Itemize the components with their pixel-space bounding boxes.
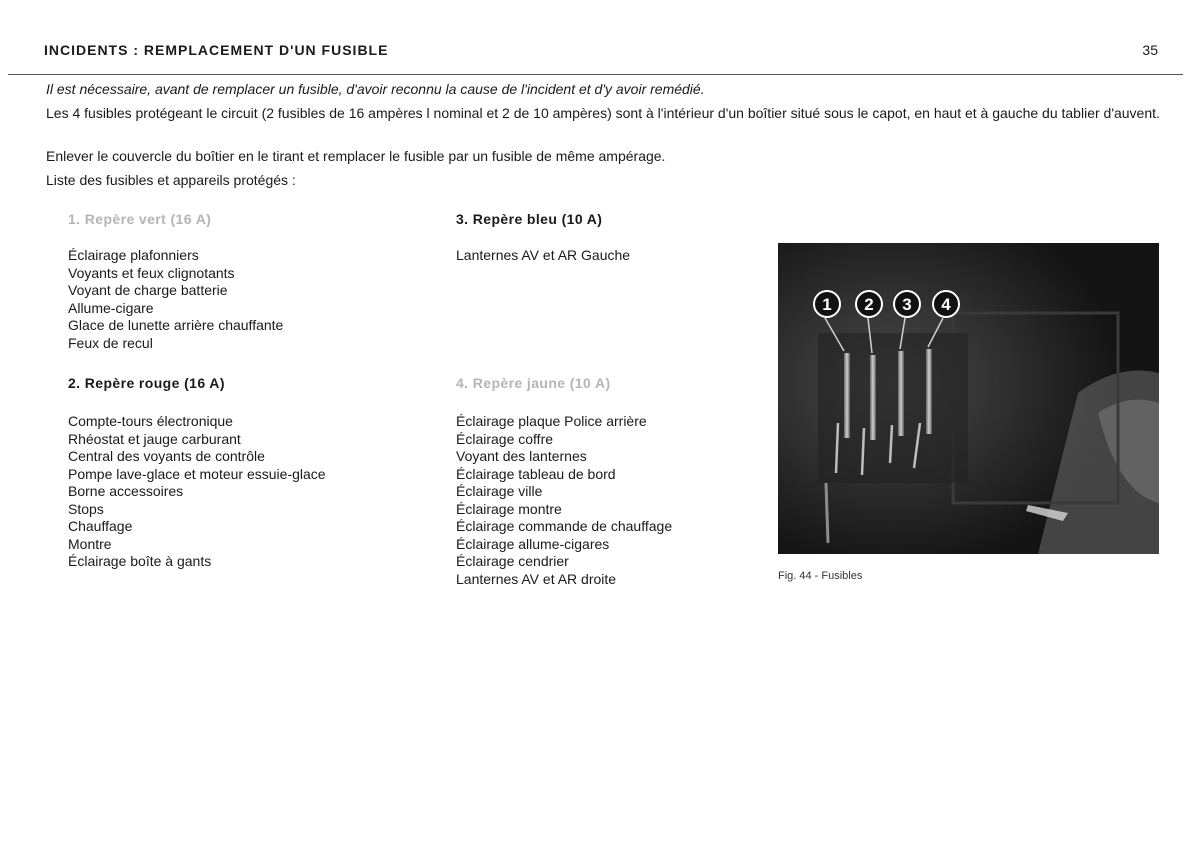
list-item: Glace de lunette arrière chauffante (68, 317, 284, 333)
fuse-item-list (456, 413, 672, 588)
list-item: Éclairage plafonniers (68, 247, 199, 263)
fuse-section-green (68, 211, 283, 352)
fuse-section-red (68, 375, 326, 571)
list-item: Éclairage boîte à gants (68, 553, 212, 569)
svg-text:3: 3 (902, 295, 912, 314)
list-item: Éclairage tableau de bord (456, 465, 616, 482)
fuse-number-label (814, 291, 840, 317)
list-item: Stops (68, 500, 104, 517)
figure-caption: Fig. 44 - Fusibles (778, 570, 863, 582)
fuse-section-blue (456, 211, 630, 265)
list-item: Éclairage ville (456, 483, 543, 499)
list-item: Éclairage allume-cigares (456, 535, 610, 552)
list-item: Allume-cigare (68, 299, 154, 316)
list-item: Lanternes AV et AR Gauche (456, 247, 631, 263)
list-item: Central des voyants de contrôle (68, 448, 265, 464)
list-item: Montre (68, 535, 112, 552)
fuse-heading: 1. Repère vert (16 A) (68, 211, 212, 227)
header-rule (8, 74, 1183, 75)
list-item: Éclairage plaque Police arrière (456, 413, 647, 429)
list-item: Éclairage commande de chauffage (456, 518, 673, 534)
list-item: Voyant des lanternes (456, 448, 587, 464)
list-item: Feux de recul (68, 334, 153, 351)
intro-warning: Il est nécessaire, avant de remplacer un fusible, d'avoir reconnu la cause de l'incident et d'y avoir remédié. (46, 81, 705, 97)
list-item: Voyant de charge batterie (68, 282, 228, 298)
fuse-heading: 2. Repère rouge (16 A) (68, 375, 225, 391)
fuse-item-list (68, 247, 283, 352)
list-item: Chauffage (68, 518, 133, 534)
fuse-number-label (894, 291, 920, 317)
list-item: Voyants et feux clignotants (68, 264, 235, 281)
svg-text:2: 2 (864, 295, 874, 314)
svg-text:1: 1 (822, 295, 832, 314)
paragraph-replace-instructions: Enlever le couvercle du boîtier en le tirant et remplacer le fusible par un fusible de même ampérage. (46, 148, 666, 164)
list-item: Rhéostat et jauge carburant (68, 430, 241, 447)
fuse-box-photo (778, 243, 1159, 554)
list-item: Éclairage coffre (456, 430, 554, 447)
page-number: 35 (1142, 42, 1158, 58)
fuse-number-label (933, 291, 959, 317)
fuse-box-illustration (778, 243, 1159, 554)
fuse-item-list (68, 413, 326, 571)
paragraph-list-intro: Liste des fusibles et appareils protégés : (46, 172, 296, 188)
list-item: Lanternes AV et AR droite (456, 570, 617, 587)
fuse-heading: 3. Repère bleu (10 A) (456, 211, 603, 227)
fuse-item-list (456, 247, 630, 265)
list-item: Borne accessoires (68, 483, 184, 499)
list-item: Pompe lave-glace et moteur essuie-glace (68, 465, 326, 482)
fuse-number-label (856, 291, 882, 317)
page-title: INCIDENTS : REMPLACEMENT D'UN FUSIBLE (44, 42, 389, 58)
fuse-heading: 4. Repère jaune (10 A) (456, 375, 611, 391)
list-item: Compte-tours électronique (68, 413, 233, 429)
list-item: Éclairage montre (456, 500, 562, 517)
page-header (44, 42, 1158, 62)
fuse-section-yellow (456, 375, 672, 588)
paragraph-fuse-location: Les 4 fusibles protégeant le circuit (2 fusibles de 16 ampères l nominal et 2 de 10 ampères) sont à l'intérieur d'un boîtier situé sous le capot, en haut et à gauche du tablier d'auvent. (46, 105, 1160, 121)
list-item: Éclairage cendrier (456, 553, 569, 569)
svg-text:4: 4 (941, 295, 951, 314)
